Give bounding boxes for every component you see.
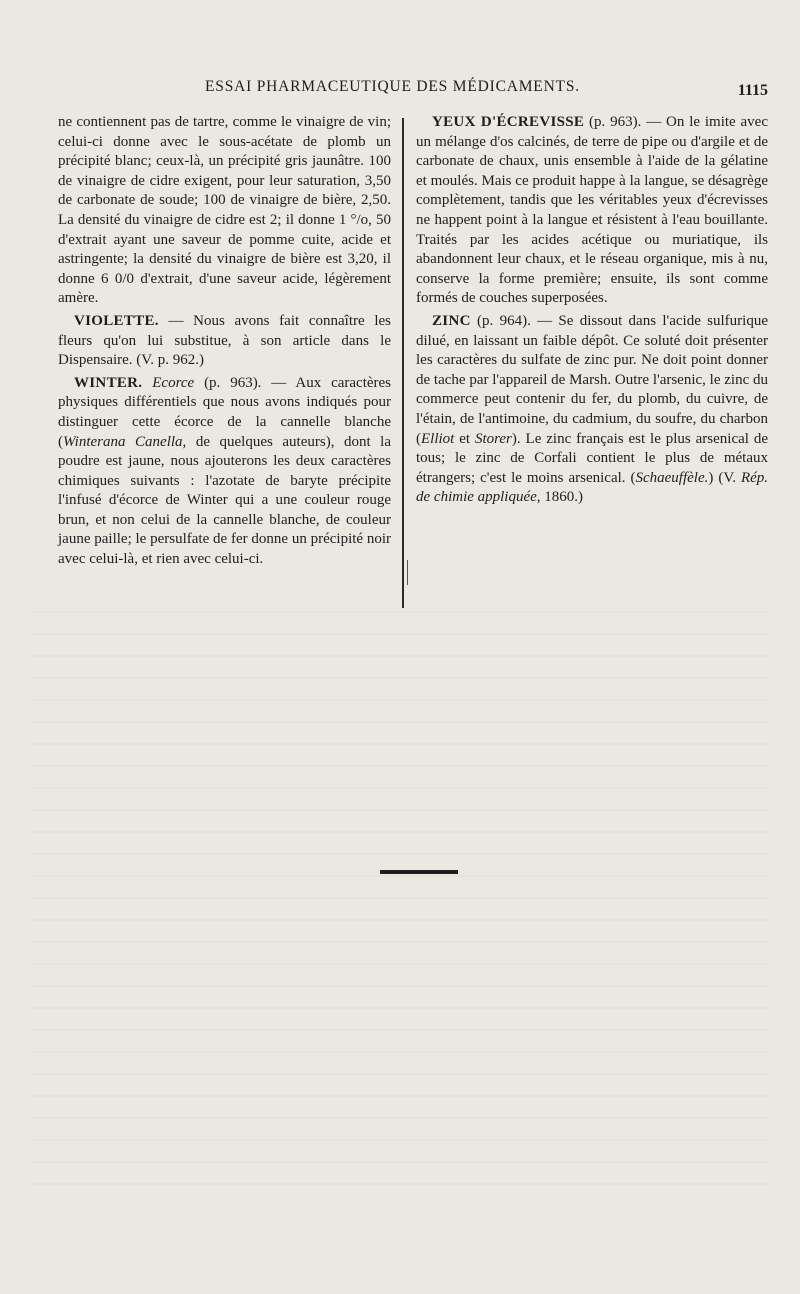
entry-zinc xyxy=(416,312,768,508)
running-title: ESSAI PHARMACEUTIQUE DES MÉDICAMENTS. xyxy=(205,78,580,95)
zinc-schaeuffele-italic: Schaeuffèle. xyxy=(635,469,709,486)
left-column xyxy=(58,113,391,573)
winter-ecorce-italic: Ecorce xyxy=(152,374,195,391)
headword-violette: VIOLETTE. xyxy=(74,312,159,329)
entry-yeux-ecrevisse xyxy=(416,113,768,309)
entry-zinc-text-2: et xyxy=(454,430,475,447)
headword-zinc: ZINC xyxy=(432,312,471,329)
entry-zinc-text-5: , 1860.) xyxy=(536,489,584,506)
headword-winter: WINTER. xyxy=(74,374,143,391)
page-number: 1115 xyxy=(737,82,768,99)
entry-winter-text-1: (p. 963). — Aux caractères physiques différentiels que nous avons indiqués pour distinguer cette écorce de la cannelle blanche ( xyxy=(58,374,392,450)
zinc-elliot-italic: Elliot xyxy=(421,430,455,447)
entry-zinc-text-3: ). Le zinc français est le plus arsenical de tous; le zinc de Corfali contient le plus de métaux étrangers; c'est le moins arsenical. ( xyxy=(416,430,768,486)
entry-winter-text-2: , de quelques auteurs), dont la poudre est jaune, nous ajouterons les deux caractères chimiques suivants : l'azotate de baryte précipite l'infusé d'écorce de Winter qui a une couleur rouge brun, et non celui de la cannelle blanche, de couleur jaune paille; le persulfate de fer donne un précipité noir avec celui-là, et rien avec celui-ci. xyxy=(58,433,392,568)
bleed-through-texture xyxy=(30,600,770,1200)
paragraph-vinaigre-continued: ne contiennent pas de tartre, comme le vinaigre de vin; celui-ci donne avec le sous-acétate de plomb un précipité blanc; ceux-là, un précipité gris jaunâtre. 100 de vinaigre de cidre exigent, pour leur saturation, 3,50 de carbonate de soude; 100 de vinaigre de bière, 2,50. La densité du vinaigre de cidre est 2; il donne 1 °/o, 50 d'extrait ayant une saveur de pomme cuite, acide et astringente; la densité du vinaigre de bière est 3,20, il donne 6 0/0 d'extrait, d'une saveur acide, légèrement amère. xyxy=(58,114,391,307)
section-end-rule xyxy=(380,870,458,874)
right-column xyxy=(416,113,768,511)
running-header xyxy=(40,76,780,106)
entry-violette-text: — Nous avons fait connaître les fleurs qu'on lui substitue, à son article dans le Dispensaire. (V. p. 962.) xyxy=(58,312,391,369)
entry-yeux-text: (p. 963). — On le imite avec un mélange d'os calcinés, de terre de pipe ou d'argile et de carbonate de chaux, unis ensemble à l'aide de la gélatine et moulés. Mais ce produit happe à la langue, se désagrège complètement, tandis que les véritables yeux d'écrevisses ne happent point à la langue et résistent à l'eau bouillante. Traités par les acides acétique ou muriatique, ils abandonnent leur chaux, et le réseau organique, mis à nu, conserve la forme première; ensuite, ils sont comme formés de couches superposées. xyxy=(416,114,769,307)
column-divider-tail xyxy=(407,560,408,585)
headword-yeux-ecrevisse: YEUX D'ÉCREVISSE xyxy=(432,114,585,130)
entry-zinc-text-1: (p. 964). — Se dissout dans l'acide sulfurique dilué, en laissant un faible dépôt. Ce soluté doit présenter les caractères du sulfate de zinc pur. Ne doit point donner de tache par l'appareil de Marsh. Outre l'arsenic, le zinc du commerce peut contenir du fer, du plomb, du cuivre, de l'étain, de l'antimoine, du cadmium, du soufre, du charbon ( xyxy=(416,312,768,447)
zinc-storer-italic: Storer xyxy=(474,430,512,447)
winter-canella-italic: Winterana Canella xyxy=(63,433,183,450)
zinc-rep-chimie-italic: Rép. de chimie appliquée xyxy=(416,469,769,506)
entry-zinc-text-4: ) (V. xyxy=(708,469,741,486)
entry-winter xyxy=(58,374,391,570)
column-divider xyxy=(402,118,404,608)
entry-violette xyxy=(58,312,391,371)
